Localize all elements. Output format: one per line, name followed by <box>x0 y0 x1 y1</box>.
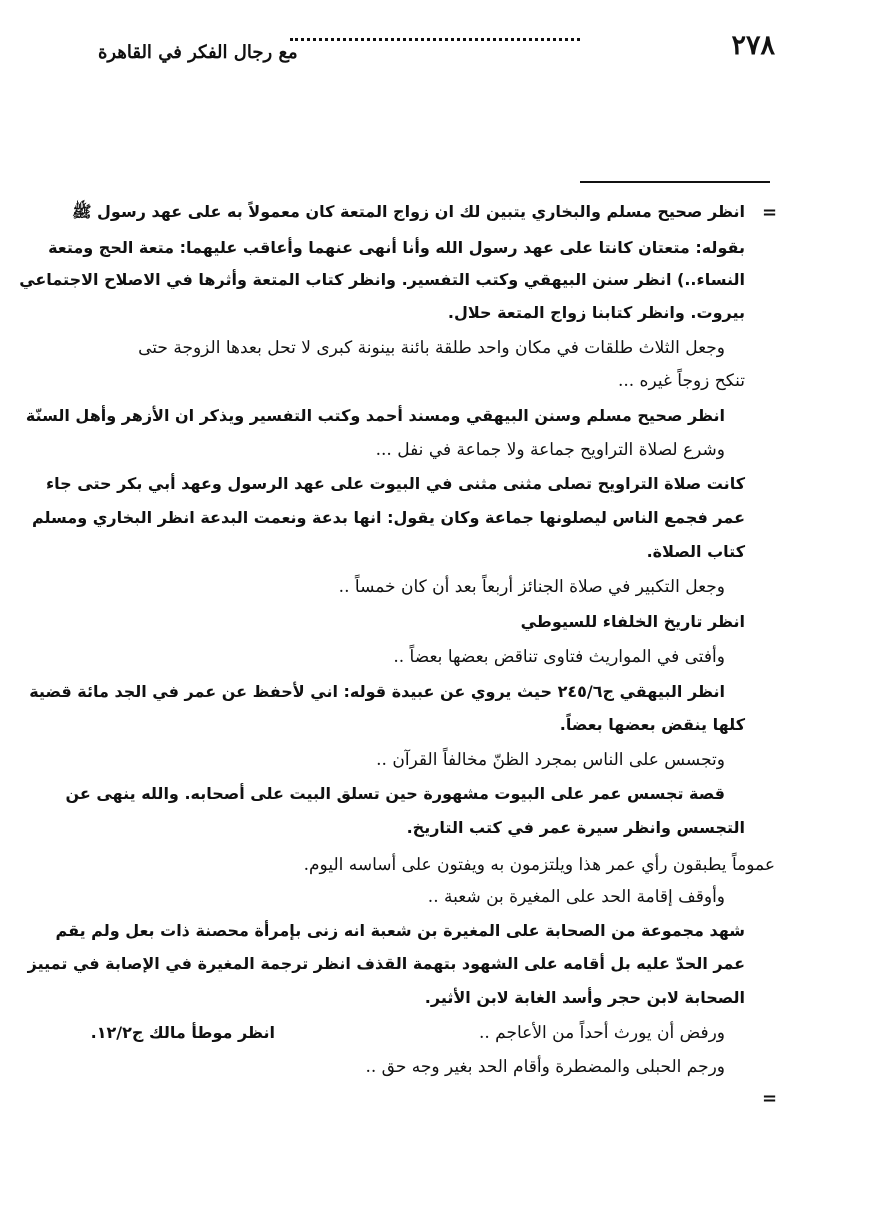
running-head-title: مع رجال الفكر في القاهرة <box>98 42 298 63</box>
text-line: عموماً يطبقون رأي عمر هذا ويلتزمون به ويفتون على أساسه اليوم. <box>303 855 775 875</box>
footnote-line: انظر تاريخ الخلفاء للسيوطي <box>520 612 745 631</box>
footnote-line: عمر فجمع الناس ليصلونها جماعة وكان يقول: انها بدعة ونعمت البدعة انظر البخاري ومسلم <box>31 508 745 527</box>
footnote-line: بيروت. وانظر كتابنا زواج المتعة حلال. <box>447 303 745 322</box>
footnote-line: قصة تجسس عمر على البيوت مشهورة حين تسلق البيت على أصحابه. والله ينهى عن <box>65 784 725 803</box>
text-line: ورفض أن يورث أحداً من الأعاجم .. <box>478 1023 725 1043</box>
continuation-marker-top: = <box>762 202 778 223</box>
footnote-line: عمر الحدّ عليه بل أقامه على الشهود بتهمة القذف انظر ترجمة المغيرة في الإصابة في تمييز <box>27 954 745 973</box>
text-line: وأوقف إقامة الحد على المغيرة بن شعبة .. <box>427 887 725 907</box>
footnote-rule <box>580 181 770 183</box>
footnote-line: كلها ينقض بعضها بعضاً. <box>559 715 745 734</box>
text-line: وتجسس على الناس بمجرد الظنّ مخالفاً القرآن .. <box>376 750 725 770</box>
footnote-line: انظر البيهقي ج٢٤٥/٦ حيث يروي عن عبيدة قوله: اني لأحفظ عن عمر في الجد مائة قضية <box>29 682 725 701</box>
text-line: تنكح زوجاً غيره ... <box>617 371 745 391</box>
continuation-marker-bottom: = <box>762 1088 778 1109</box>
page-number: ٢٧٨ <box>731 30 775 61</box>
footnote-line: كانت صلاة التراويح تصلى مثنى مثنى في البيوت على عهد الرسول وعهد أبي بكر حتى جاء <box>45 474 745 493</box>
text-line: وجعل الثلاث طلقات في مكان واحد طلقة بائنة بينونة كبرى لا تحل بعدها الزوجة حتى <box>138 338 725 358</box>
footnote-line: شهد مجموعة من الصحابة على المغيرة بن شعبة انه زنى بإمرأة محصنة ذات بعل ولم يقم <box>55 921 745 940</box>
header-dotted-leader <box>290 38 580 41</box>
footnote-line: التجسس وانظر سيرة عمر في كتب التاريخ. <box>406 818 745 837</box>
footnote-line: كتاب الصلاة. <box>646 542 745 561</box>
footnote-line: انظر صحيح مسلم والبخاري يتبين لك ان زواج المتعة كان معمولاً به على عهد رسول ﷺ <box>72 202 745 221</box>
text-line: وأفتى في المواريث فتاوى تناقض بعضها بعضاً .. <box>393 647 725 667</box>
text-line: وجعل التكبير في صلاة الجنائز أربعاً بعد أن كان خمساً .. <box>338 577 725 597</box>
footnote-line: انظر صحيح مسلم وسنن البيهقي ومسند أحمد وكتب التفسير ويذكر ان الأزهر وأهل السنّة <box>25 406 725 425</box>
text-line: ورجم الحبلى والمضطرة وأقام الحد بغير وجه حق .. <box>365 1057 725 1077</box>
footnote-line: بقوله: متعتان كانتا على عهد رسول الله وأنا أنهى عنهما وأعاقب عليهما: متعة الحج ومتعة <box>48 238 745 257</box>
text-line: وشرع لصلاة التراويح جماعة ولا جماعة في نفل ... <box>375 440 725 460</box>
footnote-line: النساء..) انظر سنن البيهقي وكتب التفسير. وانظر كتاب المتعة وأثرها في الاصلاح الاجتماعي <box>19 270 745 289</box>
footnote-line: الصحابة لابن حجر وأسد الغابة لابن الأثير. <box>424 988 745 1007</box>
footnote-line: انظر موطأ مالك ج١٢/٢. <box>90 1023 275 1042</box>
